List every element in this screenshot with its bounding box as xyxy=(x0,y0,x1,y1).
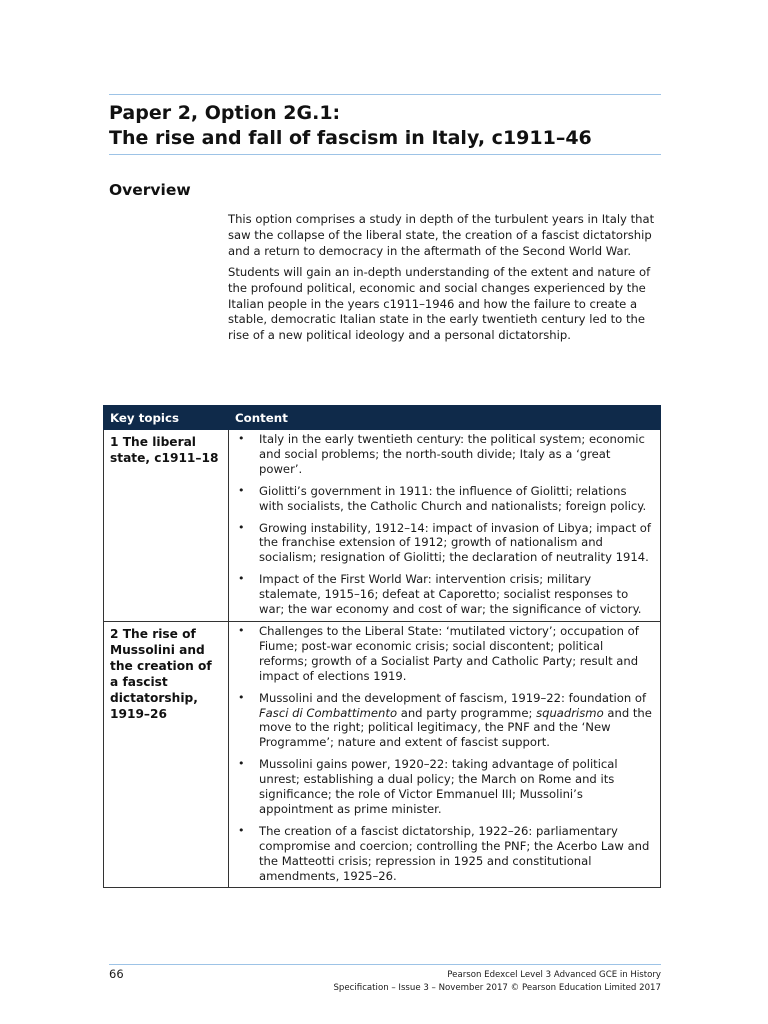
table-row xyxy=(104,430,661,622)
list-item xyxy=(235,691,654,751)
table-row xyxy=(104,621,661,888)
list-item-text: Challenges to the Liberal State: ‘mutilated victory’; occupation of Fiume; post-war economic crisis; social discontent; political reforms; growth of a Socialist Party and Catholic Party; result and impact of elections 1919. xyxy=(259,623,639,683)
topic-cell: 1 The liberal state, c1911–18 xyxy=(104,430,229,622)
page-number: 66 xyxy=(109,967,124,981)
list-item-text: Mussolini and the development of fascism, 1919–22: foundation of Fasci di Combattimento and party programme; squadrismo and the move to the right; political legitimacy, the PNF and the ‘New Programme’; nature and extent of fascist support. xyxy=(259,690,652,750)
bullet-icon: • xyxy=(238,520,245,534)
content-cell xyxy=(229,621,661,888)
overview-text xyxy=(228,212,664,349)
footer-publication-info xyxy=(333,969,661,995)
bullet-icon: • xyxy=(238,690,245,704)
overview-paragraph: Students will gain an in-depth understanding of the extent and nature of the profound political, economic and social changes experienced by the Italian people in the years c1911–1946 and how the failure to create a stable, democratic Italian state in the early twentieth century led to the rise of a new political ideology and a personal dictatorship. xyxy=(228,264,651,343)
header-key-topics: Key topics xyxy=(104,406,229,430)
page-title-block xyxy=(109,94,661,155)
content-list xyxy=(235,624,654,884)
list-item-text: The creation of a fascist dictatorship, 1922–26: parliamentary compromise and coercion; controlling the PNF; the Acerbo Law and the Matteotti crisis; repression in 1925 and constitutional amendments, 1925–26. xyxy=(259,823,650,883)
bullet-icon: • xyxy=(238,572,245,586)
content-list xyxy=(235,432,654,617)
bullet-icon: • xyxy=(238,483,245,497)
bullet-icon: • xyxy=(238,432,245,445)
option-title: The rise and fall of fascism in Italy, c1911–46 xyxy=(109,127,592,149)
list-item xyxy=(235,484,654,514)
list-item-text: Impact of the First World War: intervention crisis; military stalemate, 1915–16; defeat at Caporetto; socialist responses to war; the war economy and cost of war; the significance of victory. xyxy=(259,572,642,617)
bullet-icon: • xyxy=(238,623,245,637)
key-topics-table xyxy=(103,405,661,888)
table-header-row xyxy=(104,406,661,430)
list-item xyxy=(235,572,654,617)
list-item-text: Giolitti’s government in 1911: the influence of Giolitti; relations with socialists, the Catholic Church and nationalists; foreign policy. xyxy=(259,483,647,513)
footer-divider xyxy=(109,964,661,965)
header-content: Content xyxy=(229,406,661,430)
list-item xyxy=(235,757,654,817)
list-item-text: Italy in the early twentieth century: the political system; economic and social problems; the north-south divide; Italy as a ‘great power’. xyxy=(259,432,645,476)
content-cell xyxy=(229,430,661,622)
footer-qualification: Pearson Edexcel Level 3 Advanced GCE in History xyxy=(447,970,661,980)
topic-cell: 2 The rise of Mussolini and the creation of a fascist dictatorship, 1919–26 xyxy=(104,621,229,888)
list-item xyxy=(235,624,654,684)
paper-title: Paper 2, Option 2G.1: xyxy=(109,102,341,124)
list-item-text: Mussolini gains power, 1920–22: taking advantage of political unrest; establishing a dual policy; the March on Rome and its significance; the role of Victor Emmanuel III; Mussolini’s appointment as prime minister. xyxy=(259,757,618,816)
overview-heading: Overview xyxy=(109,181,191,199)
bullet-icon: • xyxy=(238,823,245,837)
list-item xyxy=(235,824,654,884)
overview-paragraph: This option comprises a study in depth of the turbulent years in Italy that saw the collapse of the liberal state, the creation of a fascist dictatorship and a return to democracy in the aftermath of the Second World War. xyxy=(228,212,655,258)
list-item xyxy=(235,521,654,566)
list-item-text: Growing instability, 1912–14: impact of invasion of Libya; impact of the franchise extension of 1912; growth of nationalism and socialism; resignation of Giolitti; the declaration of neutrality 1914. xyxy=(259,520,651,565)
bullet-icon: • xyxy=(238,757,245,771)
list-item xyxy=(235,432,654,477)
footer-specification: Specification – Issue 3 – November 2017 © Pearson Education Limited 2017 xyxy=(333,983,661,993)
